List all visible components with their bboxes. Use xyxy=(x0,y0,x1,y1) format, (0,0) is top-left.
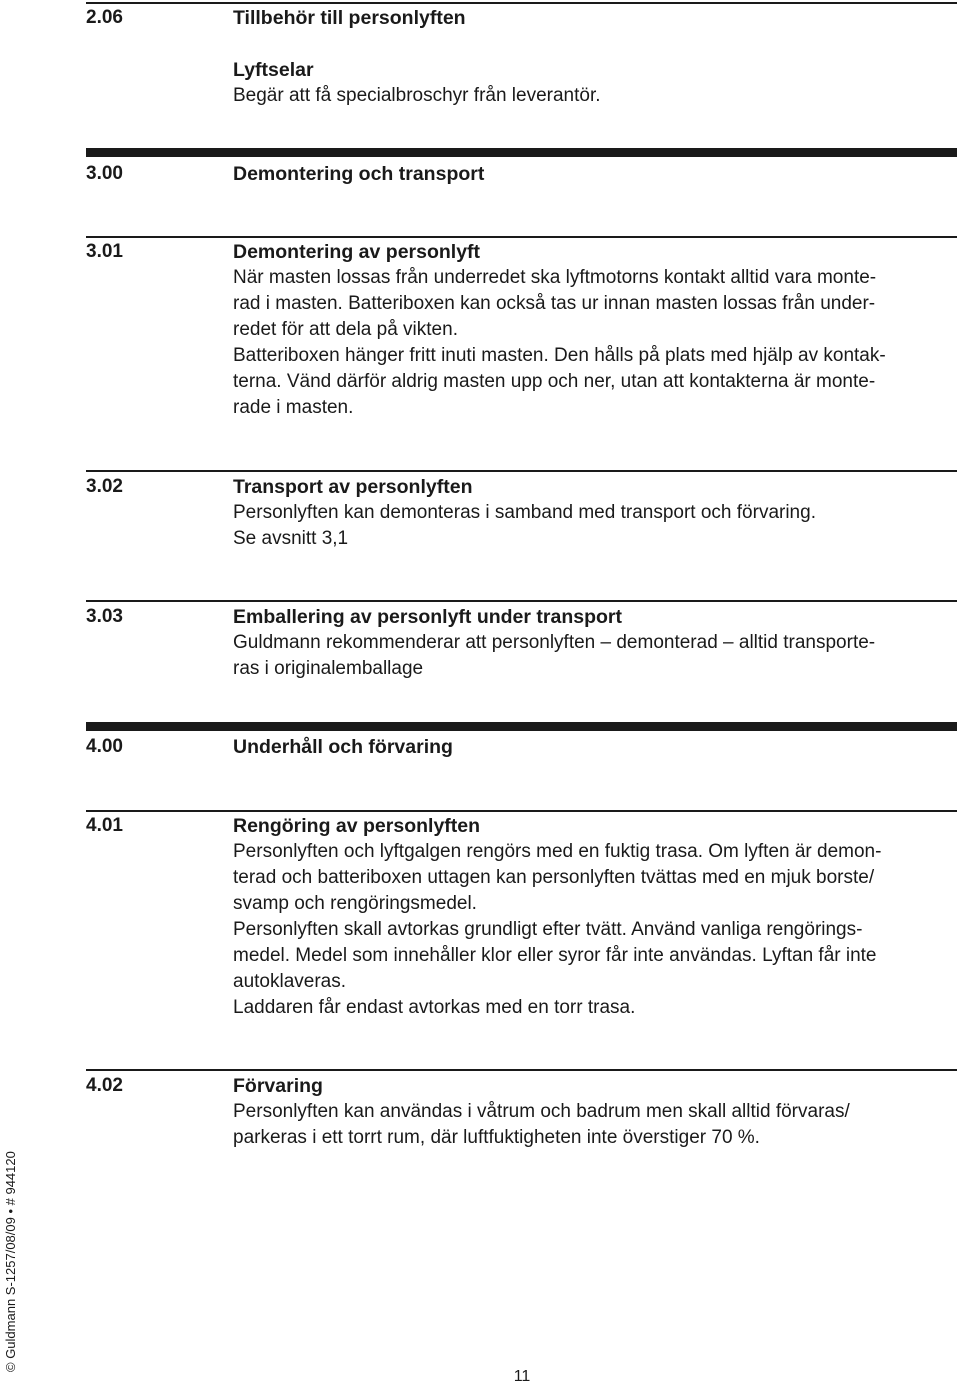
chapter-title: Underhåll och förvaring xyxy=(233,736,453,758)
body-line: terna. Vänd därför aldrig masten upp och ner, utan att kontakterna är monte- xyxy=(233,371,876,392)
section-body xyxy=(233,500,957,552)
section-rule-4-01 xyxy=(86,810,957,812)
section-rule-2-06 xyxy=(86,2,957,4)
subsection-lyftselar xyxy=(233,57,957,109)
body-line: Personlyften skall avtorkas grundligt efter tvätt. Använd vanliga rengörings- xyxy=(233,919,863,940)
body-line: Personlyften kan demonteras i samband med transport och förvaring. xyxy=(233,502,816,523)
section-2-06 xyxy=(233,5,957,31)
body-line: Batteriboxen hänger fritt inuti masten. Den hålls på plats med hjälp av kontak- xyxy=(233,345,886,366)
section-number: 3.01 xyxy=(86,241,123,262)
section-body xyxy=(233,839,957,1021)
section-3-02 xyxy=(233,474,957,552)
section-number: 4.01 xyxy=(86,815,123,836)
section-title: Rengöring av personlyften xyxy=(233,815,481,837)
chapter-number: 3.00 xyxy=(86,163,123,184)
section-title: Demontering av personlyft xyxy=(233,241,481,263)
section-title: Förvaring xyxy=(233,1075,323,1097)
body-line: medel. Medel som innehåller klor eller syror får inte användas. Lyftan får inte xyxy=(233,945,877,966)
section-rule-3-02 xyxy=(86,470,957,472)
body-line: Se avsnitt 3,1 xyxy=(233,528,349,549)
body-line: terad och batteriboxen uttagen kan personlyften tvättas med en mjuk borste/ xyxy=(233,867,875,888)
section-title: Emballering av personlyft under transport xyxy=(233,606,622,628)
body-line: parkeras i ett torrt rum, där luftfuktigheten inte överstiger 70 %. xyxy=(233,1127,760,1148)
body-line: svamp och rengöringsmedel. xyxy=(233,893,477,914)
subsection-title: Lyftselar xyxy=(233,59,314,81)
body-line: redet för att dela på vikten. xyxy=(233,319,458,340)
section-body xyxy=(233,1099,957,1151)
chapter-number: 4.00 xyxy=(86,736,123,757)
section-3-03 xyxy=(233,604,957,682)
body-line: Laddaren får endast avtorkas med en torr trasa. xyxy=(233,997,636,1018)
section-rule-4-02 xyxy=(86,1069,957,1071)
section-body xyxy=(233,83,957,109)
section-number: 3.02 xyxy=(86,476,123,497)
body-line: rad i masten. Batteriboxen kan också tas ur innan masten lossas från under- xyxy=(233,293,876,314)
body-line: Begär att få specialbroschyr från leverantör. xyxy=(233,85,601,106)
section-number: 3.03 xyxy=(86,606,123,627)
section-title: Tillbehör till personlyften xyxy=(233,7,466,29)
section-body xyxy=(233,265,957,421)
body-line: autoklaveras. xyxy=(233,971,347,992)
section-rule-3-03 xyxy=(86,600,957,602)
chapter-3-00 xyxy=(233,161,957,187)
chapter-rule-3-00 xyxy=(86,148,957,157)
body-line: Personlyften och lyftgalgen rengörs med en fuktig trasa. Om lyften är demon- xyxy=(233,841,882,862)
page-number: 11 xyxy=(513,1368,531,1385)
section-4-02 xyxy=(233,1073,957,1151)
section-3-01 xyxy=(233,239,957,421)
body-line: rade i masten. xyxy=(233,397,354,418)
copyright-side-text: © Guldmann S-1257/08/09 • # 944120 xyxy=(3,1151,18,1372)
body-line: Guldmann rekommenderar att personlyften – demonterad – alltid transporte- xyxy=(233,632,876,653)
body-line: Personlyften kan användas i våtrum och badrum men skall alltid förvaras/ xyxy=(233,1101,850,1122)
section-number: 2.06 xyxy=(86,7,123,28)
section-4-01 xyxy=(233,813,957,1021)
body-line: När masten lossas från underredet ska lyftmotorns kontakt alltid vara monte- xyxy=(233,267,877,288)
section-body xyxy=(233,630,957,682)
section-title: Transport av personlyften xyxy=(233,476,473,498)
section-rule-3-01 xyxy=(86,236,957,238)
body-line: ras i originalemballage xyxy=(233,658,424,679)
chapter-title: Demontering och transport xyxy=(233,163,485,185)
chapter-rule-4-00 xyxy=(86,722,957,731)
chapter-4-00 xyxy=(233,734,957,760)
section-number: 4.02 xyxy=(86,1075,123,1096)
